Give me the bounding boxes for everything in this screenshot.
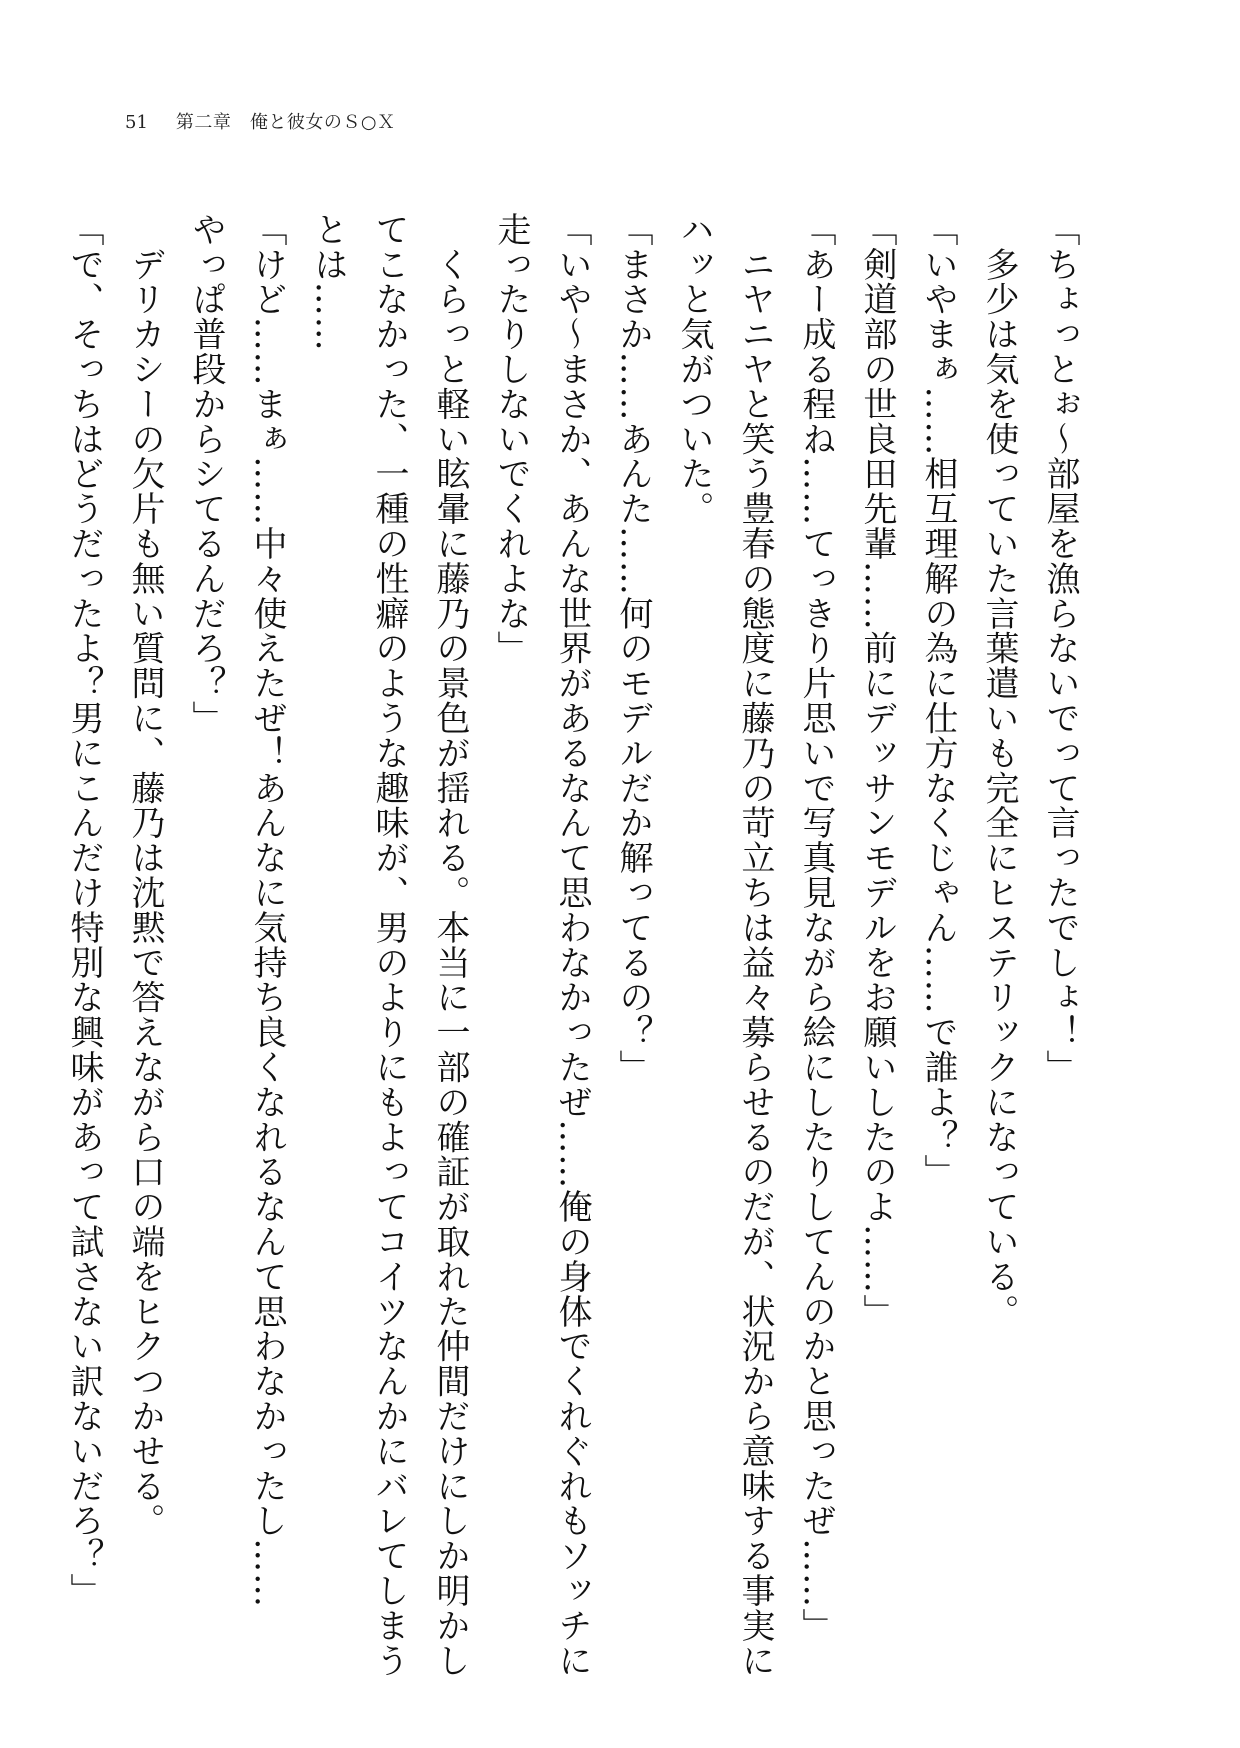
text-line: 「ちょっとぉ～部屋を漁らないでって言ったでしょ！」: [1040, 212, 1080, 1085]
running-header: [125, 108, 396, 134]
page-number: 51: [125, 112, 148, 133]
text-line: 「いや～まさか、あんな世界があるなんて思わなかったぜ……俺の身体でくれぐれもソッチに: [552, 212, 592, 1678]
text-line: くらっと軽い眩暈に藤乃の景色が揺れる。本当に一部の確証が取れた仲間だけにしか明かし: [430, 212, 470, 1678]
text-line: 走ったりしないでくれよな」: [491, 212, 531, 666]
text-line: とは……: [308, 212, 348, 352]
text-line: てこなかった、一種の性癖のような趣味が、男のよりにもよってコイツなんかにバレてしまう: [369, 212, 409, 1678]
text-line: 「で、そっちはどうだったよ？男にこんだけ特別な興味があって試さない訳ないだろ？」: [64, 212, 104, 1608]
text-line: 「剣道部の世良田先輩……前にデッサンモデルをお願いしたのよ……」: [857, 212, 897, 1329]
body-text: [53, 212, 1090, 1678]
text-line: 多少は気を使っていた言葉遣いも完全にヒステリックになっている。: [979, 212, 1019, 1329]
text-line: 「けど……まぁ……中々使えたぜ！あんなに気持ち良くなれるなんて思わなかったし……: [247, 212, 287, 1608]
text-line: ハッと気がついた。: [674, 212, 714, 527]
text-line: ニヤニヤと笑う豊春の態度に藤乃の苛立ちは益々募らせるのだが、状況から意味する事実に: [735, 212, 775, 1678]
text-line: やっぱ普段からシてるんだろ？」: [186, 212, 226, 736]
text-line: 「まさか……あんた……何のモデルだか解ってるの？」: [613, 212, 653, 1085]
chapter-title: 第二章 俺と彼女のＳ○Ｘ: [175, 112, 396, 133]
text-line: 「あー成る程ね……てっきり片思いで写真見ながら絵にしたりしてんのかと思ったぜ……」: [796, 212, 836, 1643]
text-line: デリカシーの欠片も無い質問に、藤乃は沈黙で答えながら口の端をヒクつかせる。: [125, 212, 165, 1539]
text-line: 「いやまぁ……相互理解の為に仕方なくじゃん……で誰よ？」: [918, 212, 958, 1190]
